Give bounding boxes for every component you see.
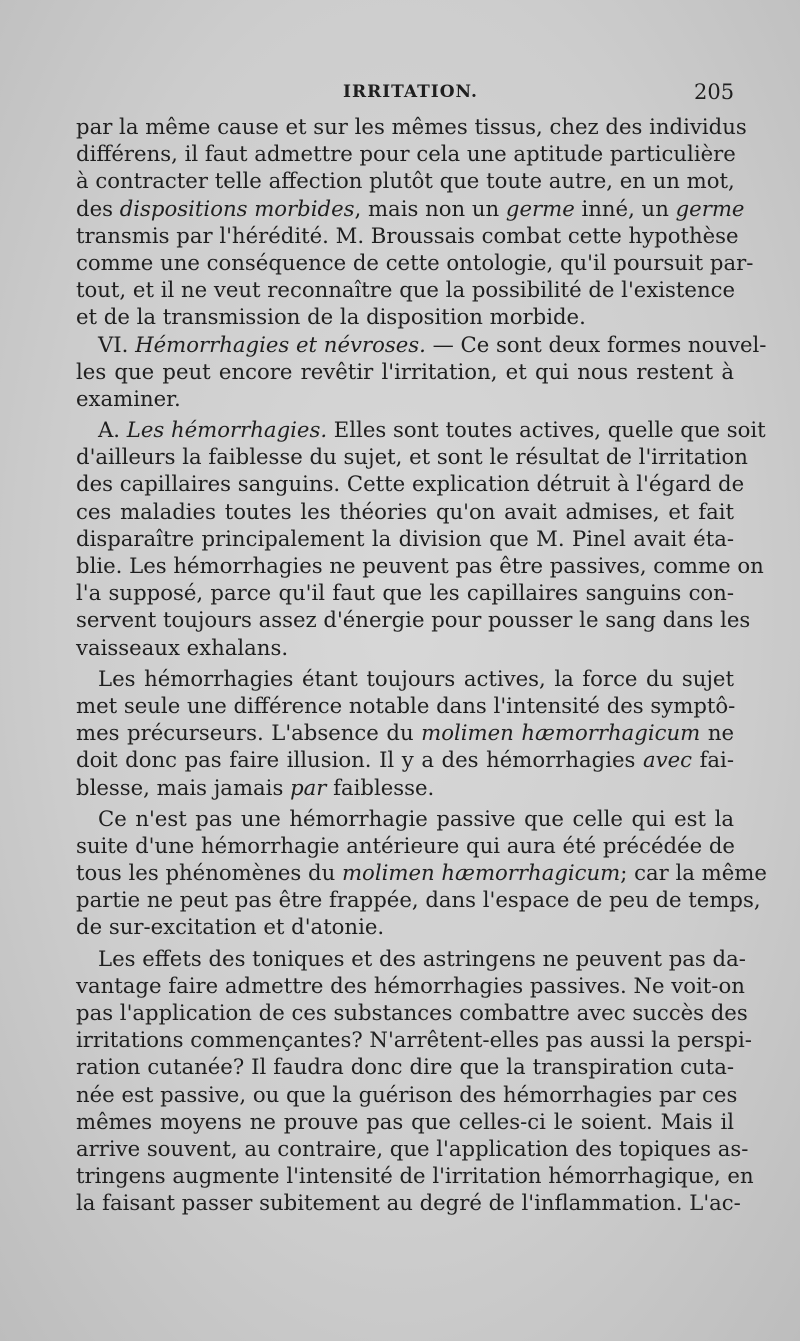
text-line: A. Les hémorrhagies. Elles sont toutes actives, quelle que soit <box>98 417 766 443</box>
text-line: Ce n'est pas une hémorrhagie passive que celle qui est la <box>98 805 734 831</box>
page-number: 205 <box>694 80 735 104</box>
running-head: IRRITATION. <box>343 82 478 102</box>
text-line: Les hémorrhagies étant toujours actives, la force du sujet <box>98 665 734 691</box>
text-line: servent toujours assez d'énergie pour pousser le sang dans les <box>76 607 751 633</box>
text-line: des dispositions morbides, mais non un germe inné, un germe <box>76 195 745 221</box>
text-line: suite d'une hémorrhagie antérieure qui aura été précédée de <box>76 832 735 858</box>
text-line: transmis par l'hérédité. M. Broussais combat cette hypothèse <box>76 222 739 248</box>
text-line: blesse, mais jamais par faiblesse. <box>76 774 435 800</box>
text-line: par la même cause et sur les mêmes tissus, chez des individus <box>76 114 747 139</box>
text-line: à contracter telle affection plutôt que toute autre, en un mot, <box>76 168 735 194</box>
paragraph <box>76 331 767 413</box>
text-line: arrive souvent, au contraire, que l'application des topiques as- <box>76 1135 749 1161</box>
paragraph <box>76 665 734 801</box>
text-line: vaisseaux exhalans. <box>76 634 289 660</box>
text-line: Les effets des toniques et des astringens ne peuvent pas da- <box>98 945 746 971</box>
text-line: ces maladies toutes les théories qu'on avait admises, et fait <box>76 498 734 524</box>
text-line: mêmes moyens ne prouve pas que celles-ci le soient. Mais il <box>76 1108 734 1134</box>
body-text <box>76 113 767 1217</box>
text-line: irritations commençantes? N'arrêtent-elles pas aussi la perspi- <box>76 1027 752 1053</box>
text-line: tous les phénomènes du molimen hæmorrhagicum; car la même <box>76 860 767 886</box>
text-line: comme une conséquence de cette ontologie, qu'il poursuit par- <box>76 249 754 275</box>
paragraph <box>76 416 766 661</box>
paragraph <box>76 945 754 1217</box>
text-line: disparaître principalement la division que M. Pinel avait éta- <box>76 525 734 551</box>
text-line: met seule une différence notable dans l'intensité des symptô- <box>76 692 736 718</box>
text-line: tringens augmente l'intensité de l'irritation hémorrhagique, en <box>76 1163 754 1189</box>
text-line: VI. Hémorrhagies et névroses. — Ce sont deux formes nouvel- <box>98 331 767 357</box>
text-line: différens, il faut admettre pour cela une aptitude particulière <box>76 141 736 167</box>
text-line: née est passive, ou que la guérison des hémorrhagies par ces <box>76 1081 738 1107</box>
text-line: des capillaires sanguins. Cette explication détruit à l'égard de <box>76 471 745 497</box>
paragraph <box>76 805 767 941</box>
text-line: blie. Les hémorrhagies ne peuvent pas être passives, comme on <box>76 553 764 578</box>
text-line: vantage faire admettre des hémorrhagies passives. Ne voit-on <box>76 972 745 998</box>
text-line: l'a supposé, parce qu'il faut que les capillaires sanguins con- <box>76 580 734 606</box>
text-line: les que peut encore revêtir l'irritation, et qui nous restent à <box>76 358 734 384</box>
text-line: et de la transmission de la disposition morbide. <box>76 304 586 330</box>
text-line: de sur-excitation et d'atonie. <box>76 914 385 940</box>
text-line: tout, et il ne veut reconnaître que la possibilité de l'existence <box>76 277 736 303</box>
text-line: d'ailleurs la faiblesse du sujet, et sont le résultat de l'irritation <box>76 444 748 470</box>
text-line: partie ne peut pas être frappée, dans l'espace de peu de temps, <box>76 887 761 913</box>
text-line: pas l'application de ces substances combattre avec succès des <box>76 1000 748 1025</box>
text-line: la faisant passer subitement au degré de l'inflammation. L'ac- <box>76 1190 741 1216</box>
paragraph <box>76 113 754 331</box>
text-line: mes précurseurs. L'absence du molimen hæmorrhagicum ne <box>76 720 735 746</box>
text-line: examiner. <box>76 385 181 411</box>
page-header <box>0 82 800 108</box>
text-line: ration cutanée? Il faudra donc dire que la transpiration cuta- <box>76 1054 734 1080</box>
text-line: doit donc pas faire illusion. Il y a des hémorrhagies avec fai- <box>76 747 734 773</box>
